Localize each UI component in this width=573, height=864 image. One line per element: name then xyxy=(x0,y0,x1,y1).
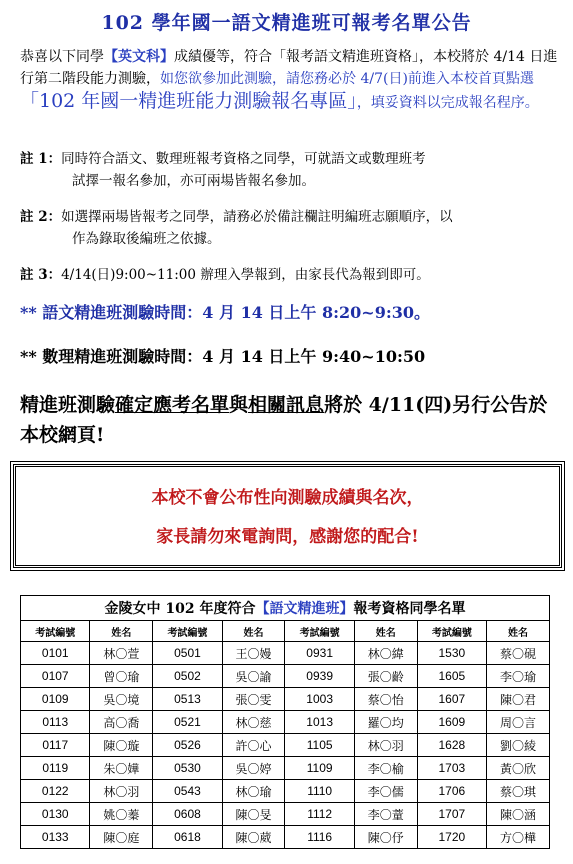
table-cell: 1703 xyxy=(417,757,486,780)
table-cell: 0608 xyxy=(153,803,222,826)
page-title: 102 學年國一語文精進班可報考名單公告 xyxy=(101,12,472,34)
table-cell: 陳〇葳 xyxy=(222,826,285,849)
announce-underlined: 相關訊息 xyxy=(248,394,325,416)
intro-paragraph xyxy=(20,46,560,114)
table-cell: 林〇羽 xyxy=(90,780,153,803)
note-head: 註 3： xyxy=(20,267,62,283)
table-cell: 姚〇蓁 xyxy=(90,803,153,826)
table-cell: 劉〇綾 xyxy=(487,734,550,757)
table-row xyxy=(21,757,550,780)
table-cell: 林〇萱 xyxy=(90,642,153,665)
table-cell: 陳〇旻 xyxy=(222,803,285,826)
table-cell: 陳〇璇 xyxy=(90,734,153,757)
table-cell: 0101 xyxy=(21,642,90,665)
table-cell: 陳〇伃 xyxy=(354,826,417,849)
table-cell: 陳〇庭 xyxy=(90,826,153,849)
header-cell: 姓名 xyxy=(354,621,417,642)
announce-text: 將於 4/11(四)另行公告於本校網頁! xyxy=(20,394,548,446)
table-cell: 蔡〇怡 xyxy=(354,688,417,711)
table-caption xyxy=(21,596,550,621)
table-row xyxy=(21,826,550,849)
table-cell: 張〇齡 xyxy=(354,665,417,688)
table-cell: 1605 xyxy=(417,665,486,688)
header-cell: 考試編號 xyxy=(285,621,354,642)
table-cell: 吳〇境 xyxy=(90,688,153,711)
note-head: 註 2： xyxy=(20,209,62,225)
table-cell: 1628 xyxy=(417,734,486,757)
table-cell: 1105 xyxy=(285,734,354,757)
math-exam-time: ** 數理精進班測驗時間：4 月 14 日上午 9:40~10:50 xyxy=(20,347,426,366)
table-cell: 1003 xyxy=(285,688,354,711)
table-row xyxy=(21,665,550,688)
table-cell: 0107 xyxy=(21,665,90,688)
note-text: 作為錄取後編班之依據。 xyxy=(72,231,221,247)
table-cell: 0502 xyxy=(153,665,222,688)
table-cell: 0931 xyxy=(285,642,354,665)
language-exam-time: ** 語文精進班測驗時間：4 月 14 日上午 8:20~9:30。 xyxy=(20,303,431,322)
notice-line: 本校不會公布性向測驗成績與名次， xyxy=(151,488,424,508)
table-cell: 1609 xyxy=(417,711,486,734)
table-cell: 0117 xyxy=(21,734,90,757)
announce-underlined: 確定應考名單 xyxy=(115,394,230,416)
table-cell: 1706 xyxy=(417,780,486,803)
table-cell: 0526 xyxy=(153,734,222,757)
table-cell: 陳〇涵 xyxy=(487,803,550,826)
table-cell: 林〇緯 xyxy=(354,642,417,665)
table-cell: 0530 xyxy=(153,757,222,780)
table-cell: 林〇慈 xyxy=(222,711,285,734)
table-header-row xyxy=(21,621,550,642)
table-cell: 1707 xyxy=(417,803,486,826)
table-cell: 0130 xyxy=(21,803,90,826)
caption-text: 報考資格同學名單 xyxy=(353,601,466,617)
table-cell: 羅〇均 xyxy=(354,711,417,734)
table-cell: 0939 xyxy=(285,665,354,688)
table-cell: 0501 xyxy=(153,642,222,665)
table-cell: 方〇樺 xyxy=(487,826,550,849)
intro-text: ，填妥資料以完成報名程序。 xyxy=(356,95,539,111)
notice-line: 家長請勿來電詢問，感謝您的配合! xyxy=(156,527,419,547)
table-cell: 0521 xyxy=(153,711,222,734)
note-text: 如選擇兩場皆報考之同學，請務必於備註欄註明編班志願順序，以 xyxy=(61,209,453,225)
header-cell: 考試編號 xyxy=(153,621,222,642)
header-cell: 姓名 xyxy=(222,621,285,642)
caption-text: 金陵女中 102 年度符合 xyxy=(104,601,256,617)
table-cell: 1013 xyxy=(285,711,354,734)
table-cell: 曾〇瑜 xyxy=(90,665,153,688)
announcement xyxy=(20,390,565,450)
announce-text: 與 xyxy=(229,394,249,416)
table-cell: 朱〇嬅 xyxy=(90,757,153,780)
table-cell: 李〇儒 xyxy=(354,780,417,803)
table-row xyxy=(21,688,550,711)
table-cell: 黃〇欣 xyxy=(487,757,550,780)
note-2 xyxy=(20,206,565,250)
department-label: 【英文科】 xyxy=(104,49,174,65)
table-row xyxy=(21,803,550,826)
table-row xyxy=(21,780,550,803)
table-cell: 0113 xyxy=(21,711,90,734)
deadline-text: 如您欲參加此測驗，請您務必於 4/7(日)前進入本校首頁點選 xyxy=(160,71,534,87)
intro-text: 恭喜以下同學 xyxy=(20,49,104,65)
table-cell: 李〇榆 xyxy=(354,757,417,780)
table-cell: 林〇羽 xyxy=(354,734,417,757)
table-cell: 0543 xyxy=(153,780,222,803)
note-text: 4/14(日)9:00~11:00 辦理入學報到，由家長代為報到即可。 xyxy=(61,267,430,283)
table-row xyxy=(21,711,550,734)
table-caption-row xyxy=(21,596,550,621)
intro-text: 成績優等，符合「報考語文精進班資格」，本校將於 4/14 日進行第二階段能力測驗， xyxy=(20,49,558,87)
table-cell: 0122 xyxy=(21,780,90,803)
table-cell: 蔡〇硯 xyxy=(487,642,550,665)
table-cell: 張〇雯 xyxy=(222,688,285,711)
registration-area-link[interactable]: 「102 年國一精進班能力測驗報名專區」 xyxy=(20,90,357,112)
table-cell: 許〇心 xyxy=(222,734,285,757)
caption-highlight: 【語文精進班】 xyxy=(255,601,354,617)
table-cell: 0109 xyxy=(21,688,90,711)
table-cell: 高〇喬 xyxy=(90,711,153,734)
table-cell: 0119 xyxy=(21,757,90,780)
table-cell: 吳〇婷 xyxy=(222,757,285,780)
table-cell: 李〇瑜 xyxy=(487,665,550,688)
table-cell: 蔡〇琪 xyxy=(487,780,550,803)
note-1 xyxy=(20,148,565,192)
notice-box xyxy=(13,464,562,568)
table-cell: 1110 xyxy=(285,780,354,803)
table-cell: 1720 xyxy=(417,826,486,849)
table-cell: 0133 xyxy=(21,826,90,849)
header-cell: 考試編號 xyxy=(417,621,486,642)
table-cell: 1112 xyxy=(285,803,354,826)
table-cell: 0513 xyxy=(153,688,222,711)
table-cell: 1607 xyxy=(417,688,486,711)
note-head: 註 1： xyxy=(20,151,62,167)
table-cell: 李〇蕫 xyxy=(354,803,417,826)
table-cell: 1109 xyxy=(285,757,354,780)
table-cell: 1530 xyxy=(417,642,486,665)
header-cell: 考試編號 xyxy=(21,621,90,642)
eligible-students-table xyxy=(20,595,550,849)
table-row xyxy=(21,642,550,665)
note-3 xyxy=(20,264,565,286)
table-row xyxy=(21,734,550,757)
note-text: 試擇一報名參加，亦可兩場皆報名參加。 xyxy=(72,173,315,189)
table-cell: 0618 xyxy=(153,826,222,849)
table-cell: 王〇嫚 xyxy=(222,642,285,665)
note-text: 同時符合語文、數理班報考資格之同學，可就語文或數理班考 xyxy=(61,151,426,167)
header-cell: 姓名 xyxy=(90,621,153,642)
table-cell: 周〇言 xyxy=(487,711,550,734)
table-cell: 陳〇君 xyxy=(487,688,550,711)
table-cell: 林〇瑜 xyxy=(222,780,285,803)
table-cell: 1116 xyxy=(285,826,354,849)
table-cell: 吳〇諭 xyxy=(222,665,285,688)
announce-text: 精進班測驗 xyxy=(20,394,116,416)
header-cell: 姓名 xyxy=(487,621,550,642)
